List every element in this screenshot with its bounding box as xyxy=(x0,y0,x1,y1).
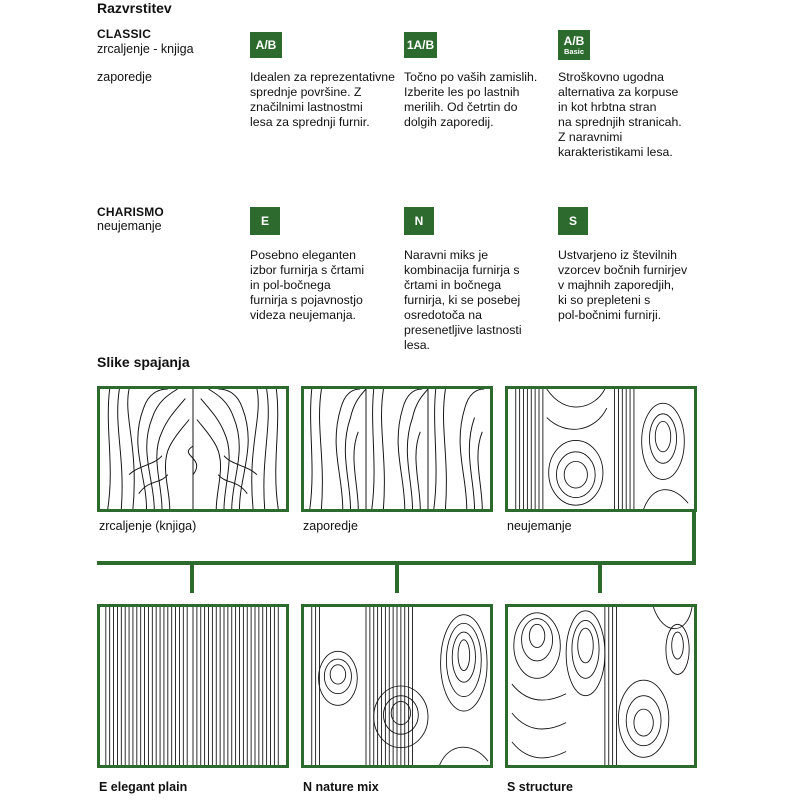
classic-desc-ab-basic xyxy=(558,70,682,160)
caption-structure: S structure xyxy=(507,780,573,794)
desc-line: in kot hrbtna stran xyxy=(558,100,657,114)
desc-line: Stroškovno ugodna xyxy=(558,70,664,84)
charismo-desc-e xyxy=(250,248,364,323)
caption-slipmatch: zaporedje xyxy=(303,519,358,533)
desc-line: kombinacija furnirja s xyxy=(404,263,520,277)
grade-badge-label: A/B xyxy=(255,38,277,52)
desc-line: furnirja, ki se posebej xyxy=(404,293,521,307)
veneer-pattern-slipmatch xyxy=(301,386,493,512)
grade-badge-s xyxy=(558,207,588,235)
grade-badge-1ab xyxy=(404,32,437,58)
veneer-pattern-bookmatch xyxy=(97,386,289,512)
desc-line: izbor furnirja s črtami xyxy=(250,263,365,277)
desc-line: pol-bočnimi furnirji. xyxy=(558,308,662,322)
desc-line: Posebno eleganten xyxy=(250,248,356,262)
charismo-desc-n xyxy=(404,248,522,353)
caption-elegant-plain: E elegant plain xyxy=(99,780,188,794)
desc-line: videza neujemanja. xyxy=(250,308,356,322)
desc-line: Ustvarjeno iz številnih xyxy=(558,248,677,262)
veneer-pattern-structure xyxy=(505,604,697,768)
connector-drop-e xyxy=(190,561,194,593)
grade-badge-label: N xyxy=(414,214,424,228)
classic-subtitle-2: zaporedje xyxy=(97,70,152,84)
connector-drop-n xyxy=(395,561,399,593)
caption-bookmatch: zrcaljenje (knjiga) xyxy=(99,519,197,533)
desc-line: na sprednjih stranicah. xyxy=(558,115,682,129)
grade-badge-label: A/B xyxy=(563,33,585,48)
desc-line: in pol-bočnega xyxy=(250,278,331,292)
desc-line: presenetljive lastnosti xyxy=(404,323,522,337)
desc-line: merilih. Od četrtin do xyxy=(404,100,518,114)
classic-desc-ab xyxy=(250,70,395,130)
desc-line: črtami in bočnega xyxy=(404,278,502,292)
images-section-title: Slike spajanja xyxy=(97,354,190,370)
grade-badge-label: S xyxy=(568,214,577,228)
desc-line: Točno po vaših zamislih. xyxy=(404,70,538,84)
desc-line: lesa. xyxy=(404,338,430,352)
desc-line: Izberite les po lastnih xyxy=(404,85,520,99)
page-title: Razvrstitev xyxy=(97,0,172,16)
desc-line: ki so prepleteni s xyxy=(558,293,651,307)
grade-badge-n xyxy=(404,207,434,235)
desc-line: Idealen za reprezentativne xyxy=(250,70,395,84)
desc-line: furnirja s pojavnostjo xyxy=(250,293,363,307)
desc-line: karakteristikami lesa. xyxy=(558,145,673,159)
caption-nature-mix: N nature mix xyxy=(303,780,379,794)
grade-badge-label: E xyxy=(260,214,269,228)
veneer-pattern-elegant-plain xyxy=(97,604,289,768)
grade-badge-ab-basic xyxy=(558,30,590,60)
grade-badge-sublabel: Basic xyxy=(563,46,584,56)
desc-line: osredotoča na xyxy=(404,308,482,322)
grade-badge-e xyxy=(250,207,280,235)
charismo-name: CHARISMO xyxy=(97,205,164,219)
desc-line: alternativa za korpuse xyxy=(558,85,679,99)
veneer-pattern-nature-mix xyxy=(301,604,493,768)
desc-line: dolgih zaporedij. xyxy=(404,115,494,129)
grade-badge-ab xyxy=(250,32,282,58)
charismo-desc-s xyxy=(558,248,687,323)
desc-line: v majhnih zaporedjih, xyxy=(558,278,675,292)
desc-line: Naravni miks je xyxy=(404,248,489,262)
charismo-subtitle: neujemanje xyxy=(97,219,162,233)
connector-drop-s xyxy=(598,561,602,593)
desc-line: značilnimi lastnostmi xyxy=(250,100,363,114)
classic-desc-1ab xyxy=(404,70,537,130)
grade-badge-label: 1A/B xyxy=(406,38,435,52)
desc-line: vzorcev bočnih furnirjev xyxy=(558,263,688,277)
veneer-pattern-mismatch xyxy=(505,386,697,512)
caption-mismatch: neujemanje xyxy=(507,519,572,533)
desc-line: Z naravnimi xyxy=(558,130,623,144)
connector-vertical-right xyxy=(692,512,696,565)
classic-subtitle: zrcaljenje - knjiga xyxy=(97,42,194,56)
desc-line: lesa za sprednji furnir. xyxy=(250,115,370,129)
classic-name: CLASSIC xyxy=(97,27,152,41)
desc-line: sprednje površine. Z xyxy=(250,85,362,99)
